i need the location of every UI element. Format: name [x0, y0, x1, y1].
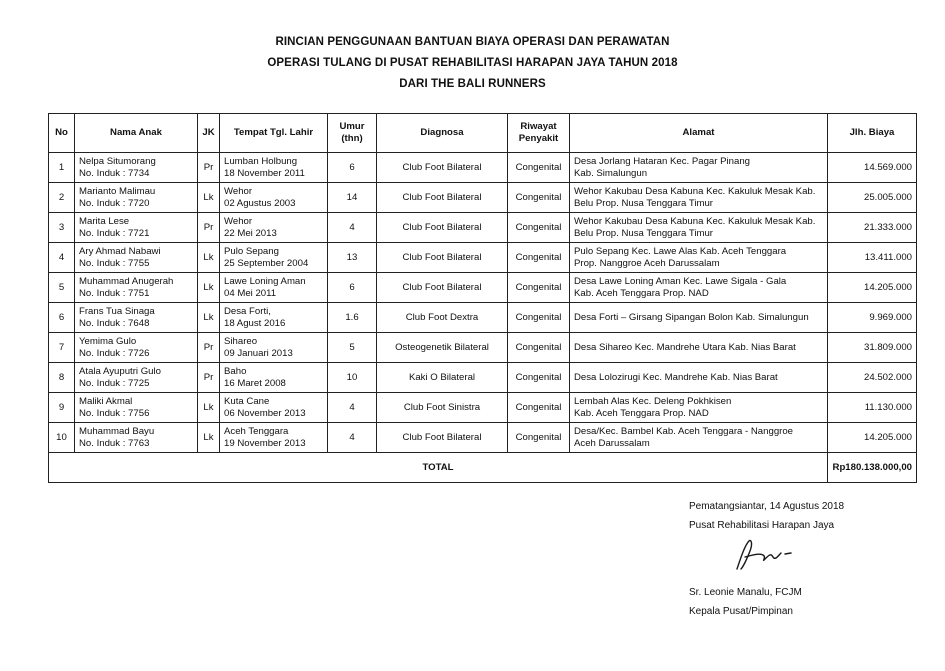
- address-line1: Wehor Kakubau Desa Kabuna Kec. Kakuluk Mesak Kab.: [574, 185, 816, 197]
- header-nama: Nama Anak: [75, 114, 198, 153]
- cell-no: 4: [49, 243, 75, 273]
- cell-nama: [75, 213, 198, 243]
- cell-biaya: 25.005.000: [828, 183, 917, 213]
- cell-alamat: [570, 213, 828, 243]
- cell-umur: 6: [328, 153, 377, 183]
- place-date: Pematangsiantar, 14 Agustus 2018: [689, 501, 845, 512]
- child-induk: No. Induk : 7734: [79, 167, 150, 179]
- child-induk: No. Induk : 7756: [79, 407, 150, 419]
- child-name: Marianto Malimau: [79, 185, 156, 197]
- cell-jk: Pr: [198, 333, 220, 363]
- cell-nama: [75, 273, 198, 303]
- header-biaya: Jlh. Biaya: [828, 114, 917, 153]
- birth-date: 02 Agustus 2003: [224, 197, 296, 209]
- cell-no: 3: [49, 213, 75, 243]
- title-line-2: OPERASI TULANG DI PUSAT REHABILITASI HARAPAN JAYA TAHUN 2018: [267, 57, 678, 69]
- cell-umur: 13: [328, 243, 377, 273]
- cell-ttl: [220, 273, 328, 303]
- table-row: [49, 273, 917, 303]
- cell-ttl: [220, 303, 328, 333]
- cell-alamat: Desa Sihareo Kec. Mandrehe Utara Kab. Nias Barat: [570, 333, 828, 363]
- cell-alamat: [570, 243, 828, 273]
- child-name: Marita Lese: [79, 215, 130, 227]
- total-label: TOTAL: [49, 453, 828, 483]
- cell-riwayat: Congenital: [508, 243, 570, 273]
- birth-place: Wehor: [224, 215, 253, 227]
- table-row: [49, 333, 917, 363]
- cell-biaya: 13.411.000: [828, 243, 917, 273]
- cell-umur: 4: [328, 393, 377, 423]
- birth-place: Pulo Sepang: [224, 245, 279, 257]
- birth-place: Kuta Cane: [224, 395, 270, 407]
- cell-ttl: [220, 363, 328, 393]
- address-line2: Kab. Aceh Tenggara Prop. NAD: [574, 407, 709, 419]
- cell-diagnosa: Club Foot Bilateral: [377, 183, 508, 213]
- table-row: [49, 303, 917, 333]
- header-alamat: Alamat: [570, 114, 828, 153]
- birth-date: 25 September 2004: [224, 257, 309, 269]
- header-umur: [328, 114, 377, 153]
- cell-ttl: [220, 393, 328, 423]
- child-name: Atala Ayuputri Gulo: [79, 365, 161, 377]
- cell-diagnosa: Osteogenetik Bilateral: [377, 333, 508, 363]
- cell-no: 9: [49, 393, 75, 423]
- total-row: [49, 453, 917, 483]
- cell-no: 8: [49, 363, 75, 393]
- child-induk: No. Induk : 7755: [79, 257, 150, 269]
- title-line-3: DARI THE BALI RUNNERS: [399, 78, 546, 90]
- cell-umur: 4: [328, 423, 377, 453]
- address-line1: Desa/Kec. Bambel Kab. Aceh Tenggara - Nanggroe: [574, 425, 794, 437]
- cell-umur: 1.6: [328, 303, 377, 333]
- cell-jk: Lk: [198, 243, 220, 273]
- total-value: Rp180.138.000,00: [828, 453, 917, 483]
- cell-no: 10: [49, 423, 75, 453]
- cell-no: 7: [49, 333, 75, 363]
- cell-alamat: [570, 273, 828, 303]
- institution-name: Pusat Rehabilitasi Harapan Jaya: [689, 520, 835, 531]
- table-row: [49, 393, 917, 423]
- cell-nama: [75, 393, 198, 423]
- child-induk: No. Induk : 7726: [79, 347, 150, 359]
- signer-title: Kepala Pusat/Pimpinan: [689, 606, 793, 617]
- cell-riwayat: Congenital: [508, 213, 570, 243]
- cell-riwayat: Congenital: [508, 183, 570, 213]
- cell-biaya: 14.205.000: [828, 423, 917, 453]
- address-line1: Desa Lawe Loning Aman Kec. Lawe Sigala - Gala: [574, 275, 787, 287]
- address-line1: Wehor Kakubau Desa Kabuna Kec. Kakuluk Mesak Kab.: [574, 215, 816, 227]
- header-riwayat: [508, 114, 570, 153]
- cell-jk: Pr: [198, 363, 220, 393]
- cell-alamat: [570, 153, 828, 183]
- child-name: Maliki Akmal: [79, 395, 133, 407]
- child-induk: No. Induk : 7725: [79, 377, 150, 389]
- cell-jk: Lk: [198, 183, 220, 213]
- table-row: [49, 423, 917, 453]
- cell-umur: 14: [328, 183, 377, 213]
- table-header-row: [49, 114, 917, 153]
- cell-alamat: [570, 393, 828, 423]
- cell-riwayat: Congenital: [508, 363, 570, 393]
- header-riwayat-line1: Riwayat: [520, 121, 557, 132]
- cell-riwayat: Congenital: [508, 303, 570, 333]
- header-ttl: Tempat Tgl. Lahir: [220, 114, 328, 153]
- birth-date: 06 November 2013: [224, 407, 306, 419]
- cell-ttl: [220, 213, 328, 243]
- cell-nama: [75, 303, 198, 333]
- cell-diagnosa: Club Foot Sinistra: [377, 393, 508, 423]
- child-name: Muhammad Bayu: [79, 425, 155, 437]
- birth-place: Wehor: [224, 185, 253, 197]
- cell-jk: Lk: [198, 423, 220, 453]
- child-induk: No. Induk : 7763: [79, 437, 150, 449]
- cell-ttl: [220, 153, 328, 183]
- child-induk: No. Induk : 7648: [79, 317, 150, 329]
- child-name: Nelpa Situmorang: [79, 155, 156, 167]
- cell-nama: [75, 363, 198, 393]
- cell-no: 6: [49, 303, 75, 333]
- child-induk: No. Induk : 7720: [79, 197, 150, 209]
- birth-place: Baho: [224, 365, 247, 377]
- cell-nama: [75, 333, 198, 363]
- table-row: [49, 243, 917, 273]
- birth-date: 18 Agust 2016: [224, 317, 286, 329]
- cell-nama: [75, 153, 198, 183]
- cell-nama: [75, 243, 198, 273]
- signer-block: [689, 583, 802, 621]
- cell-nama: [75, 183, 198, 213]
- cell-riwayat: Congenital: [508, 393, 570, 423]
- cell-no: 2: [49, 183, 75, 213]
- header-jk: JK: [198, 114, 220, 153]
- cell-riwayat: Congenital: [508, 333, 570, 363]
- table-row: [49, 183, 917, 213]
- birth-date: 04 Mei 2011: [224, 287, 277, 299]
- cell-ttl: [220, 243, 328, 273]
- address-line2: Kab. Simalungun: [574, 167, 648, 179]
- table-body: [49, 153, 917, 483]
- cell-diagnosa: Club Foot Bilateral: [377, 213, 508, 243]
- cell-biaya: 11.130.000: [828, 393, 917, 423]
- document-title: [0, 32, 945, 95]
- cell-diagnosa: Club Foot Dextra: [377, 303, 508, 333]
- birth-place: Aceh Tenggara: [224, 425, 289, 437]
- child-name: Ary Ahmad Nabawi: [79, 245, 161, 257]
- cell-umur: 4: [328, 213, 377, 243]
- cell-biaya: 14.205.000: [828, 273, 917, 303]
- cell-no: 5: [49, 273, 75, 303]
- birth-date: 19 November 2013: [224, 437, 306, 449]
- header-umur-line2: (thn): [341, 133, 363, 144]
- table-row: [49, 363, 917, 393]
- address-line2: Prop. Nanggroe Aceh Darussalam: [574, 257, 720, 269]
- cell-biaya: 31.809.000: [828, 333, 917, 363]
- cell-diagnosa: Club Foot Bilateral: [377, 423, 508, 453]
- cell-diagnosa: Club Foot Bilateral: [377, 243, 508, 273]
- header-riwayat-line2: Penyakit: [518, 133, 559, 144]
- cell-biaya: 21.333.000: [828, 213, 917, 243]
- cell-alamat: Desa Lolozirugi Kec. Mandrehe Kab. Nias Barat: [570, 363, 828, 393]
- table-row: [49, 213, 917, 243]
- birth-date: 18 November 2011: [224, 167, 305, 179]
- cell-ttl: [220, 423, 328, 453]
- cell-alamat: Desa Forti – Girsang Sipangan Bolon Kab. Simalungun: [570, 303, 828, 333]
- cell-jk: Pr: [198, 213, 220, 243]
- birth-place: Lawe Loning Aman: [224, 275, 306, 287]
- cell-ttl: [220, 333, 328, 363]
- address-line2: Aceh Darussalam: [574, 437, 650, 449]
- address-line2: Belu Prop. Nusa Tenggara Timur: [574, 197, 714, 209]
- header-no: No: [49, 114, 75, 153]
- address-line2: Belu Prop. Nusa Tenggara Timur: [574, 227, 714, 239]
- cell-alamat: [570, 183, 828, 213]
- footer-block: [689, 497, 844, 535]
- cell-jk: Lk: [198, 303, 220, 333]
- cell-jk: Lk: [198, 273, 220, 303]
- birth-place: Lumban Holbung: [224, 155, 298, 167]
- cell-umur: 5: [328, 333, 377, 363]
- birth-date: 16 Maret 2008: [224, 377, 286, 389]
- cell-riwayat: Congenital: [508, 423, 570, 453]
- cell-nama: [75, 423, 198, 453]
- cell-jk: Pr: [198, 153, 220, 183]
- cell-umur: 10: [328, 363, 377, 393]
- cell-biaya: 14.569.000: [828, 153, 917, 183]
- cell-no: 1: [49, 153, 75, 183]
- birth-place: Sihareo: [224, 335, 258, 347]
- cell-riwayat: Congenital: [508, 153, 570, 183]
- cell-diagnosa: Club Foot Bilateral: [377, 153, 508, 183]
- address-line2: Kab. Aceh Tenggara Prop. NAD: [574, 287, 709, 299]
- cell-ttl: [220, 183, 328, 213]
- table-row: [49, 153, 917, 183]
- cell-biaya: 9.969.000: [828, 303, 917, 333]
- child-induk: No. Induk : 7721: [79, 227, 150, 239]
- child-name: Frans Tua Sinaga: [79, 305, 155, 317]
- signature-image: [723, 535, 803, 575]
- cell-alamat: [570, 423, 828, 453]
- title-line-1: RINCIAN PENGGUNAAN BANTUAN BIAYA OPERASI DAN PERAWATAN: [275, 36, 670, 48]
- cell-jk: Lk: [198, 393, 220, 423]
- birth-place: Desa Forti,: [224, 305, 271, 317]
- cell-umur: 6: [328, 273, 377, 303]
- child-name: Yemima Gulo: [79, 335, 137, 347]
- address-line1: Pulo Sepang Kec. Lawe Alas Kab. Aceh Tenggara: [574, 245, 787, 257]
- expense-table: [48, 113, 917, 483]
- address-line1: Lembah Alas Kec. Deleng Pokhkisen: [574, 395, 732, 407]
- cell-biaya: 24.502.000: [828, 363, 917, 393]
- cell-diagnosa: Kaki O Bilateral: [377, 363, 508, 393]
- cell-diagnosa: Club Foot Bilateral: [377, 273, 508, 303]
- child-name: Muhammad Anugerah: [79, 275, 174, 287]
- cell-riwayat: Congenital: [508, 273, 570, 303]
- birth-date: 22 Mei 2013: [224, 227, 277, 239]
- child-induk: No. Induk : 7751: [79, 287, 150, 299]
- header-umur-line1: Umur: [339, 121, 365, 132]
- header-diagnosa: Diagnosa: [377, 114, 508, 153]
- address-line1: Desa Jorlang Hataran Kec. Pagar Pinang: [574, 155, 750, 167]
- signer-name: Sr. Leonie Manalu, FCJM: [689, 587, 802, 598]
- birth-date: 09 Januari 2013: [224, 347, 293, 359]
